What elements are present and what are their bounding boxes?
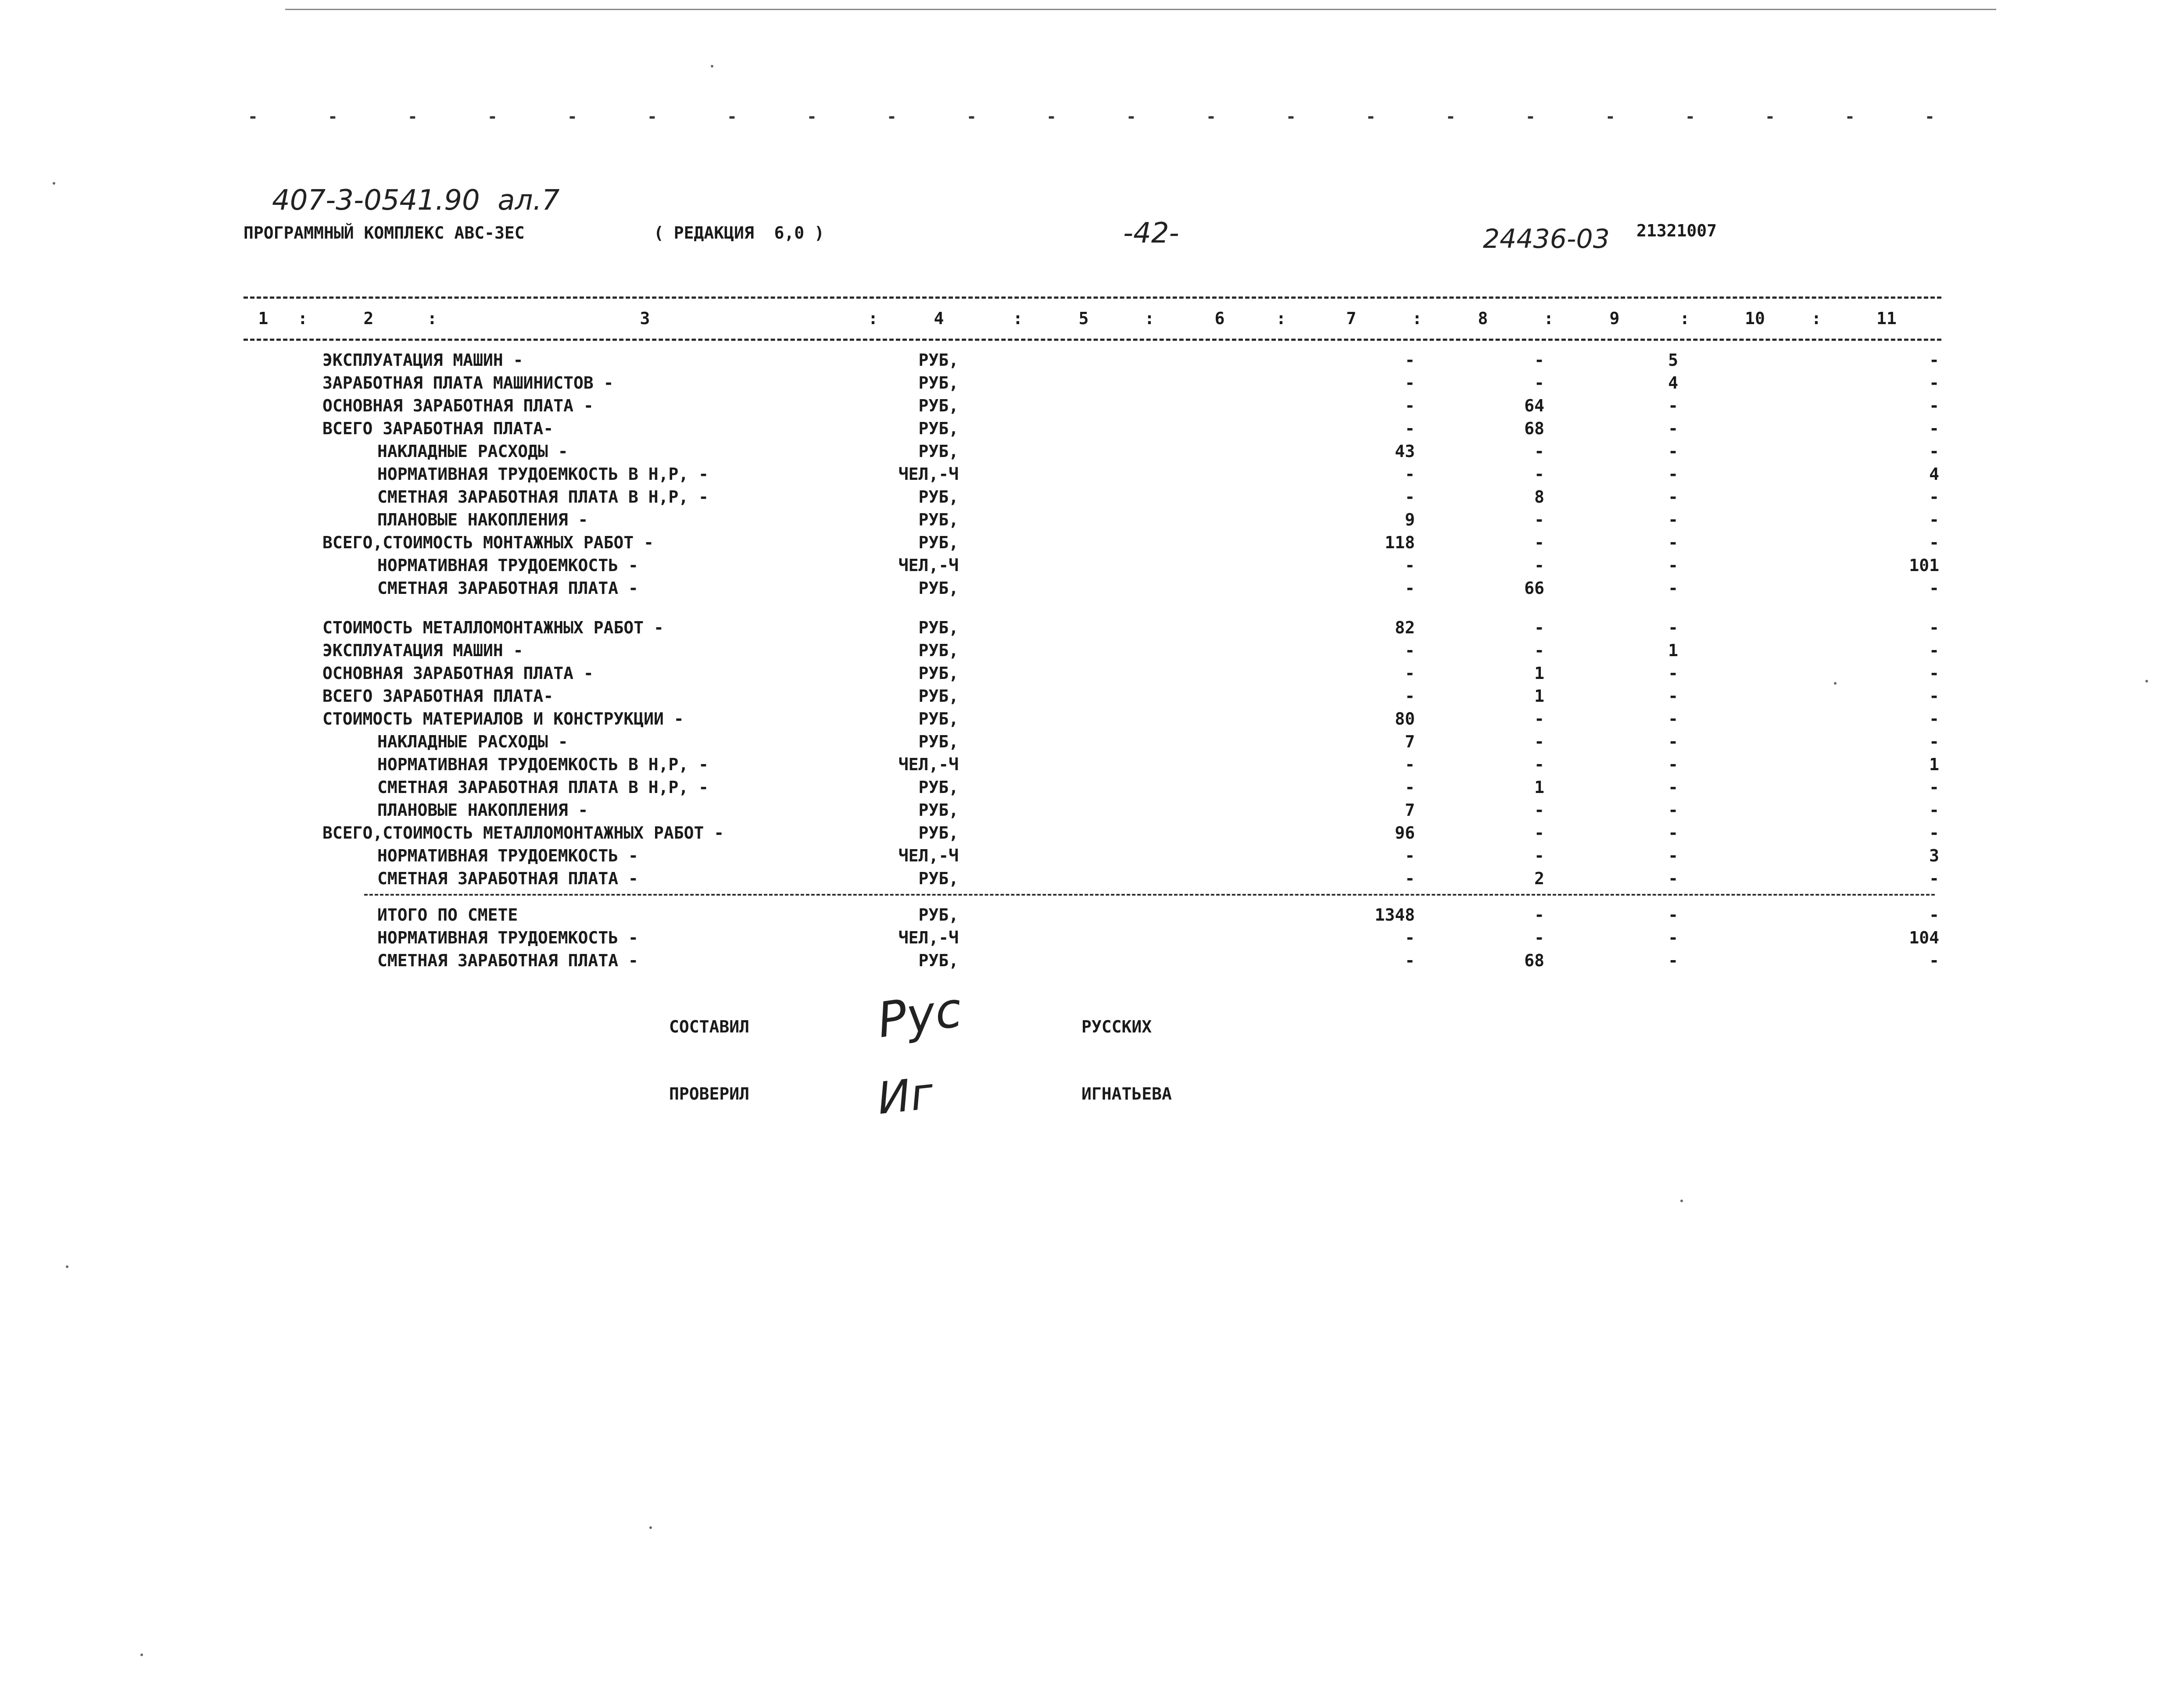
row-value-col-11: - bbox=[1929, 800, 1939, 820]
row-value-col-8: - bbox=[1534, 823, 1544, 843]
row-value-col-11: - bbox=[1929, 396, 1939, 415]
row-value-col-8: 1 bbox=[1534, 778, 1544, 797]
column-header-2: 2 bbox=[363, 309, 374, 328]
compiled-by-name: РУССКИХ bbox=[1081, 1017, 1152, 1036]
row-unit: РУБ, bbox=[918, 905, 959, 925]
row-value-col-7: - bbox=[1405, 396, 1415, 415]
handwritten-ref: 24436-03 bbox=[1483, 224, 1610, 254]
signature-checker: Иг bbox=[875, 1067, 936, 1125]
row-value-col-9: 5 bbox=[1668, 350, 1678, 370]
row-value-col-8: - bbox=[1534, 846, 1544, 865]
column-separator: : bbox=[427, 309, 437, 328]
row-value-col-11: - bbox=[1929, 533, 1939, 552]
row-unit: РУБ, bbox=[918, 442, 959, 461]
row-value-col-9: - bbox=[1668, 464, 1678, 484]
column-header-11: 11 bbox=[1876, 309, 1897, 328]
row-value-col-8: 8 bbox=[1534, 487, 1544, 507]
column-separator: : bbox=[1276, 309, 1286, 328]
table-row bbox=[0, 662, 2184, 685]
table-row bbox=[0, 730, 2184, 753]
row-value-col-8: - bbox=[1534, 556, 1544, 575]
row-value-col-8: - bbox=[1534, 709, 1544, 729]
row-value-col-8: - bbox=[1534, 641, 1544, 660]
row-value-col-8: - bbox=[1534, 510, 1544, 529]
row-label: ПЛАНОВЫЕ НАКОПЛЕНИЯ - bbox=[377, 510, 588, 529]
row-label: НОРМАТИВНАЯ ТРУДОЕМКОСТЬ В Н,Р, - bbox=[377, 464, 709, 484]
row-label: ЭКСПЛУАТАЦИЯ МАШИН - bbox=[322, 641, 523, 660]
checked-by-label: ПРОВЕРИЛ bbox=[669, 1084, 750, 1104]
row-value-col-11: - bbox=[1929, 618, 1939, 637]
row-value-col-11: 104 bbox=[1909, 928, 1939, 947]
row-unit: РУБ, bbox=[918, 823, 959, 843]
table-row bbox=[0, 776, 2184, 799]
row-value-col-7: 9 bbox=[1405, 510, 1415, 529]
table-row bbox=[0, 417, 2184, 440]
dash-mark: - bbox=[1925, 107, 1935, 126]
row-label: ВСЕГО ЗАРАБОТНАЯ ПЛАТА- bbox=[322, 419, 554, 438]
row-value-col-8: 64 bbox=[1524, 396, 1544, 415]
column-separator: : bbox=[1679, 309, 1690, 328]
row-value-col-9: - bbox=[1668, 800, 1678, 820]
row-label: СТОИМОСТЬ МАТЕРИАЛОВ И КОНСТРУКЦИИ - bbox=[322, 709, 684, 729]
row-unit: РУБ, bbox=[918, 664, 959, 683]
row-value-col-9: - bbox=[1668, 664, 1678, 683]
row-unit: РУБ, bbox=[918, 800, 959, 820]
row-unit: РУБ, bbox=[918, 686, 959, 706]
row-value-col-7: - bbox=[1405, 350, 1415, 370]
handwritten-code: 407-3-0541.90 ал.7 bbox=[272, 184, 560, 217]
row-value-col-9: - bbox=[1668, 778, 1678, 797]
table-row bbox=[0, 486, 2184, 508]
dash-mark: - bbox=[1366, 107, 1376, 126]
row-value-col-9: - bbox=[1668, 686, 1678, 706]
row-unit: РУБ, bbox=[918, 951, 959, 970]
row-value-col-7: - bbox=[1405, 487, 1415, 507]
compiled-by-label: СОСТАВИЛ bbox=[669, 1017, 750, 1036]
row-label: ЗАРАБОТНАЯ ПЛАТА МАШИНИСТОВ - bbox=[322, 373, 614, 393]
row-value-col-11: 101 bbox=[1909, 556, 1939, 575]
row-value-col-11: - bbox=[1929, 641, 1939, 660]
row-value-col-9: - bbox=[1668, 951, 1678, 970]
row-value-col-9: - bbox=[1668, 579, 1678, 598]
row-value-col-7: - bbox=[1405, 464, 1415, 484]
row-value-col-11: - bbox=[1929, 373, 1939, 393]
row-label: ПЛАНОВЫЕ НАКОПЛЕНИЯ - bbox=[377, 800, 588, 820]
row-value-col-8: 68 bbox=[1524, 419, 1544, 438]
scan-speck bbox=[2145, 680, 2148, 682]
row-value-col-11: - bbox=[1929, 778, 1939, 797]
dash-mark: - bbox=[1286, 107, 1296, 126]
table-row bbox=[0, 799, 2184, 821]
dash-mark: - bbox=[1446, 107, 1456, 126]
dash-mark: - bbox=[248, 107, 258, 126]
row-value-col-8: 1 bbox=[1534, 686, 1544, 706]
row-unit: ЧЕЛ,-Ч bbox=[898, 846, 959, 865]
row-value-col-11: 3 bbox=[1929, 846, 1939, 865]
scan-speck bbox=[1834, 682, 1837, 685]
row-label: СМЕТНАЯ ЗАРАБОТНАЯ ПЛАТА В Н,Р, - bbox=[377, 778, 709, 797]
row-value-col-7: - bbox=[1405, 373, 1415, 393]
row-unit: РУБ, bbox=[918, 419, 959, 438]
column-separator: : bbox=[1144, 309, 1155, 328]
row-label: ВСЕГО ЗАРАБОТНАЯ ПЛАТА- bbox=[322, 686, 554, 706]
row-label: НОРМАТИВНАЯ ТРУДОЕМКОСТЬ - bbox=[377, 556, 638, 575]
row-value-col-8: 68 bbox=[1524, 951, 1544, 970]
dash-mark: - bbox=[1046, 107, 1056, 126]
row-value-col-9: 1 bbox=[1668, 641, 1678, 660]
table-row bbox=[0, 577, 2184, 600]
table-row bbox=[0, 440, 2184, 463]
row-value-col-9: - bbox=[1668, 510, 1678, 529]
row-value-col-11: - bbox=[1929, 869, 1939, 888]
row-value-col-8: - bbox=[1534, 905, 1544, 925]
row-value-col-7: 7 bbox=[1405, 732, 1415, 751]
table-row bbox=[0, 867, 2184, 890]
row-value-col-9: - bbox=[1668, 709, 1678, 729]
row-label: ИТОГО ПО СМЕТЕ bbox=[377, 905, 518, 925]
row-value-col-9: - bbox=[1668, 396, 1678, 415]
row-value-col-11: - bbox=[1929, 419, 1939, 438]
signature-compiler: Рус bbox=[874, 981, 965, 1049]
row-value-col-7: 1348 bbox=[1375, 905, 1415, 925]
program-title: ПРОГРАММНЫЙ КОМПЛЕКС АВС-3ЕС bbox=[243, 223, 525, 243]
scan-speck bbox=[53, 182, 55, 185]
row-value-col-7: 82 bbox=[1395, 618, 1415, 637]
dash-mark: - bbox=[1845, 107, 1855, 126]
dash-mark: - bbox=[887, 107, 897, 126]
row-value-col-11: - bbox=[1929, 579, 1939, 598]
row-value-col-11: - bbox=[1929, 510, 1939, 529]
dash-mark: - bbox=[727, 107, 737, 126]
column-header-6: 6 bbox=[1214, 309, 1225, 328]
dash-mark: - bbox=[1525, 107, 1536, 126]
row-value-col-8: - bbox=[1534, 928, 1544, 947]
row-value-col-7: - bbox=[1405, 641, 1415, 660]
row-unit: ЧЕЛ,-Ч bbox=[898, 556, 959, 575]
row-unit: РУБ, bbox=[918, 487, 959, 507]
checked-by-name: ИГНАТЬЕВА bbox=[1081, 1084, 1172, 1104]
table-row bbox=[0, 904, 2184, 926]
row-value-col-7: 118 bbox=[1385, 533, 1415, 552]
row-value-col-9: 4 bbox=[1668, 373, 1678, 393]
table-row bbox=[0, 844, 2184, 867]
row-unit: РУБ, bbox=[918, 778, 959, 797]
row-value-col-8: - bbox=[1534, 800, 1544, 820]
row-value-col-8: 1 bbox=[1534, 664, 1544, 683]
column-header-10: 10 bbox=[1745, 309, 1765, 328]
row-value-col-11: - bbox=[1929, 709, 1939, 729]
table-row bbox=[0, 371, 2184, 394]
row-value-col-9: - bbox=[1668, 533, 1678, 552]
row-label: ОСНОВНАЯ ЗАРАБОТНАЯ ПЛАТА - bbox=[322, 396, 594, 415]
dash-mark: - bbox=[1126, 107, 1136, 126]
row-unit: ЧЕЛ,-Ч bbox=[898, 464, 959, 484]
column-separator: : bbox=[297, 309, 308, 328]
dash-mark: - bbox=[1605, 107, 1615, 126]
column-separator: : bbox=[1811, 309, 1822, 328]
row-value-col-9: - bbox=[1668, 442, 1678, 461]
column-separator: : bbox=[1412, 309, 1422, 328]
row-value-col-8: - bbox=[1534, 442, 1544, 461]
dash-mark: - bbox=[967, 107, 977, 126]
row-value-col-9: - bbox=[1668, 419, 1678, 438]
table-row bbox=[0, 394, 2184, 417]
document-id: 21321007 bbox=[1636, 221, 1717, 240]
row-unit: РУБ, bbox=[918, 396, 959, 415]
row-label: СМЕТНАЯ ЗАРАБОТНАЯ ПЛАТА - bbox=[377, 869, 638, 888]
row-label: НАКЛАДНЫЕ РАСХОДЫ - bbox=[377, 442, 568, 461]
row-value-col-9: - bbox=[1668, 732, 1678, 751]
table-row bbox=[0, 821, 2184, 844]
row-value-col-11: - bbox=[1929, 732, 1939, 751]
row-value-col-7: - bbox=[1405, 664, 1415, 683]
page-number: -42- bbox=[1123, 217, 1179, 250]
row-label: НАКЛАДНЫЕ РАСХОДЫ - bbox=[377, 732, 568, 751]
row-value-col-7: - bbox=[1405, 778, 1415, 797]
dash-mark: - bbox=[647, 107, 657, 126]
row-value-col-11: - bbox=[1929, 442, 1939, 461]
table-row bbox=[0, 349, 2184, 371]
row-unit: РУБ, bbox=[918, 618, 959, 637]
row-value-col-11: - bbox=[1929, 350, 1939, 370]
row-label: НОРМАТИВНАЯ ТРУДОЕМКОСТЬ - bbox=[377, 846, 638, 865]
column-header-7: 7 bbox=[1346, 309, 1357, 328]
row-value-col-7: - bbox=[1405, 556, 1415, 575]
row-value-col-9: - bbox=[1668, 556, 1678, 575]
row-value-col-9: - bbox=[1668, 755, 1678, 774]
table-row bbox=[0, 531, 2184, 554]
row-value-col-7: - bbox=[1405, 869, 1415, 888]
dash-mark: - bbox=[408, 107, 418, 126]
row-label: ВСЕГО,СТОИМОСТЬ МОНТАЖНЫХ РАБОТ - bbox=[322, 533, 654, 552]
row-label: ОСНОВНАЯ ЗАРАБОТНАЯ ПЛАТА - bbox=[322, 664, 594, 683]
dash-mark: - bbox=[487, 107, 498, 126]
row-unit: РУБ, bbox=[918, 869, 959, 888]
row-unit: РУБ, bbox=[918, 641, 959, 660]
row-label: НОРМАТИВНАЯ ТРУДОЕМКОСТЬ - bbox=[377, 928, 638, 947]
row-value-col-7: 80 bbox=[1395, 709, 1415, 729]
row-unit: РУБ, bbox=[918, 373, 959, 393]
row-value-col-7: - bbox=[1405, 686, 1415, 706]
row-value-col-8: - bbox=[1534, 464, 1544, 484]
table-row bbox=[0, 949, 2184, 972]
row-label: НОРМАТИВНАЯ ТРУДОЕМКОСТЬ В Н,Р, - bbox=[377, 755, 709, 774]
row-unit: ЧЕЛ,-Ч bbox=[898, 928, 959, 947]
scan-speck bbox=[1680, 1200, 1683, 1202]
row-value-col-11: 1 bbox=[1929, 755, 1939, 774]
row-unit: РУБ, bbox=[918, 732, 959, 751]
totals-separator bbox=[364, 894, 1935, 896]
table-row bbox=[0, 616, 2184, 639]
table-row bbox=[0, 753, 2184, 776]
column-separator: : bbox=[868, 309, 878, 328]
row-unit: РУБ, bbox=[918, 579, 959, 598]
row-unit: ЧЕЛ,-Ч bbox=[898, 755, 959, 774]
row-unit: РУБ, bbox=[918, 350, 959, 370]
column-header-9: 9 bbox=[1609, 309, 1620, 328]
scan-speck bbox=[140, 1654, 143, 1656]
row-value-col-9: - bbox=[1668, 618, 1678, 637]
row-value-col-7: 7 bbox=[1405, 800, 1415, 820]
row-value-col-7: - bbox=[1405, 755, 1415, 774]
row-label: ВСЕГО,СТОИМОСТЬ МЕТАЛЛОМОНТАЖНЫХ РАБОТ - bbox=[322, 823, 724, 843]
row-value-col-8: - bbox=[1534, 533, 1544, 552]
row-value-col-7: 43 bbox=[1395, 442, 1415, 461]
row-label: СМЕТНАЯ ЗАРАБОТНАЯ ПЛАТА - bbox=[377, 579, 638, 598]
row-value-col-8: - bbox=[1534, 373, 1544, 393]
row-value-col-11: - bbox=[1929, 823, 1939, 843]
scan-speck bbox=[66, 1265, 68, 1268]
row-label: СМЕТНАЯ ЗАРАБОТНАЯ ПЛАТА В Н,Р, - bbox=[377, 487, 709, 507]
row-unit: РУБ, bbox=[918, 533, 959, 552]
row-value-col-11: - bbox=[1929, 905, 1939, 925]
row-value-col-7: - bbox=[1405, 846, 1415, 865]
dash-mark: - bbox=[1685, 107, 1695, 126]
column-separator: : bbox=[1013, 309, 1023, 328]
row-value-col-9: - bbox=[1668, 869, 1678, 888]
row-value-col-7: 96 bbox=[1395, 823, 1415, 843]
dash-mark: - bbox=[807, 107, 817, 126]
column-header-3: 3 bbox=[640, 309, 650, 328]
column-header-8: 8 bbox=[1478, 309, 1488, 328]
table-row bbox=[0, 639, 2184, 662]
row-value-col-11: - bbox=[1929, 686, 1939, 706]
table-row bbox=[0, 508, 2184, 531]
row-value-col-8: - bbox=[1534, 350, 1544, 370]
dash-mark: - bbox=[328, 107, 338, 126]
row-value-col-9: - bbox=[1668, 928, 1678, 947]
scan-speck bbox=[711, 65, 713, 68]
scan-speck bbox=[649, 1526, 652, 1529]
column-separator: : bbox=[1543, 309, 1554, 328]
row-value-col-7: - bbox=[1405, 579, 1415, 598]
row-value-col-9: - bbox=[1668, 487, 1678, 507]
row-value-col-9: - bbox=[1668, 905, 1678, 925]
row-value-col-8: 66 bbox=[1524, 579, 1544, 598]
dash-mark: - bbox=[567, 107, 577, 126]
table-row bbox=[0, 926, 2184, 949]
row-label: ЭКСПЛУАТАЦИЯ МАШИН - bbox=[322, 350, 523, 370]
column-header-5: 5 bbox=[1078, 309, 1089, 328]
row-value-col-11: - bbox=[1929, 664, 1939, 683]
row-value-col-11: 4 bbox=[1929, 464, 1939, 484]
row-value-col-7: - bbox=[1405, 951, 1415, 970]
row-value-col-7: - bbox=[1405, 419, 1415, 438]
table-row bbox=[0, 707, 2184, 730]
table-row bbox=[0, 685, 2184, 707]
row-value-col-11: - bbox=[1929, 951, 1939, 970]
row-value-col-8: - bbox=[1534, 732, 1544, 751]
row-label: СТОИМОСТЬ МЕТАЛЛОМОНТАЖНЫХ РАБОТ - bbox=[322, 618, 664, 637]
row-value-col-9: - bbox=[1668, 846, 1678, 865]
table-row bbox=[0, 463, 2184, 486]
row-unit: РУБ, bbox=[918, 709, 959, 729]
row-label: СМЕТНАЯ ЗАРАБОТНАЯ ПЛАТА - bbox=[377, 951, 638, 970]
row-value-col-8: 2 bbox=[1534, 869, 1544, 888]
column-header-1: 1 bbox=[258, 309, 269, 328]
edition-label: ( РЕДАКЦИЯ 6,0 ) bbox=[654, 223, 824, 243]
row-unit: РУБ, bbox=[918, 510, 959, 529]
dash-mark: - bbox=[1206, 107, 1216, 126]
dash-mark: - bbox=[1765, 107, 1775, 126]
row-value-col-9: - bbox=[1668, 823, 1678, 843]
table-row bbox=[0, 554, 2184, 577]
row-value-col-7: - bbox=[1405, 928, 1415, 947]
row-value-col-11: - bbox=[1929, 487, 1939, 507]
column-header-4: 4 bbox=[934, 309, 944, 328]
row-value-col-8: - bbox=[1534, 618, 1544, 637]
row-value-col-8: - bbox=[1534, 755, 1544, 774]
